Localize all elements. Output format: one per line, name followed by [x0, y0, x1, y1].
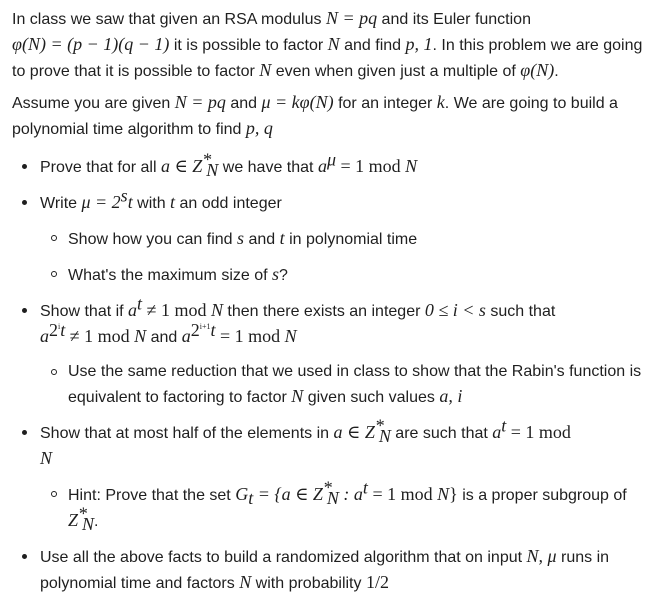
list-item: Write $\mu = 2^st$ with t an odd integer Show how you can find s and t in polynomial time What's the maximum size of s?	[12, 190, 646, 288]
list-item: Show that at most half of the elements in a ∈ $Z^*_N$ are such that $a^t = 1$ mod N Hint: Prove that the set $G_t = \{a$ ∈ $Z^*_N$ : $a^t = 1$ mod N} is a proper subgroup of $Z^*_N$.	[12, 420, 646, 534]
list-item: Use all the above facts to build a randomized algorithm that on input N, μ runs in polynomial time and factors N with probability 1/2	[12, 544, 646, 596]
intro-paragraph: In class we saw that given an RSA modulus N = pq and its Euler function φ(N) = (p − 1)(q − 1) it is possible to factor N and find p, 1. In this problem we are going to prove that it is possible to factor N even when given just a multiple of φ(N).	[12, 8, 643, 80]
list-item: Show that if $a^t \ne 1$ mod N then there exists an integer 0 ≤ i < s such that $a^{2^it} \ne 1$ mod N and $a^{2^{i+1}t} = 1$ mod N Use the same reduction that we used in class to show that the Rabin's function is equivalent to factoring to factor N given such values a, i	[12, 298, 646, 410]
sub-list-item: Use the same reduction that we used in class to show that the Rabin's function is equivalent to factoring to factor N given such values a, i	[40, 360, 646, 410]
sub-list	[40, 360, 646, 410]
sub-list-item: What's the maximum size of s?	[40, 262, 646, 288]
sub-list	[40, 477, 646, 535]
list-item: Prove that for all a ∈ $Z^*_N$ we have that $a^\mu = 1$ mod N	[12, 154, 646, 180]
sub-list	[40, 226, 646, 288]
task-list	[12, 149, 646, 596]
assumption-paragraph: Assume you are given N = pq and μ = kφ(N) for an integer k. We are going to build a polynomial time algorithm to find p, q	[12, 92, 618, 138]
sub-list-item: Show how you can find s and t in polynomial time	[40, 226, 646, 252]
sub-list-item: Hint: Prove that the set $G_t = \{a$ ∈ $Z^*_N$ : $a^t = 1$ mod N} is a proper subgroup of $Z^*_N$.	[40, 482, 646, 534]
